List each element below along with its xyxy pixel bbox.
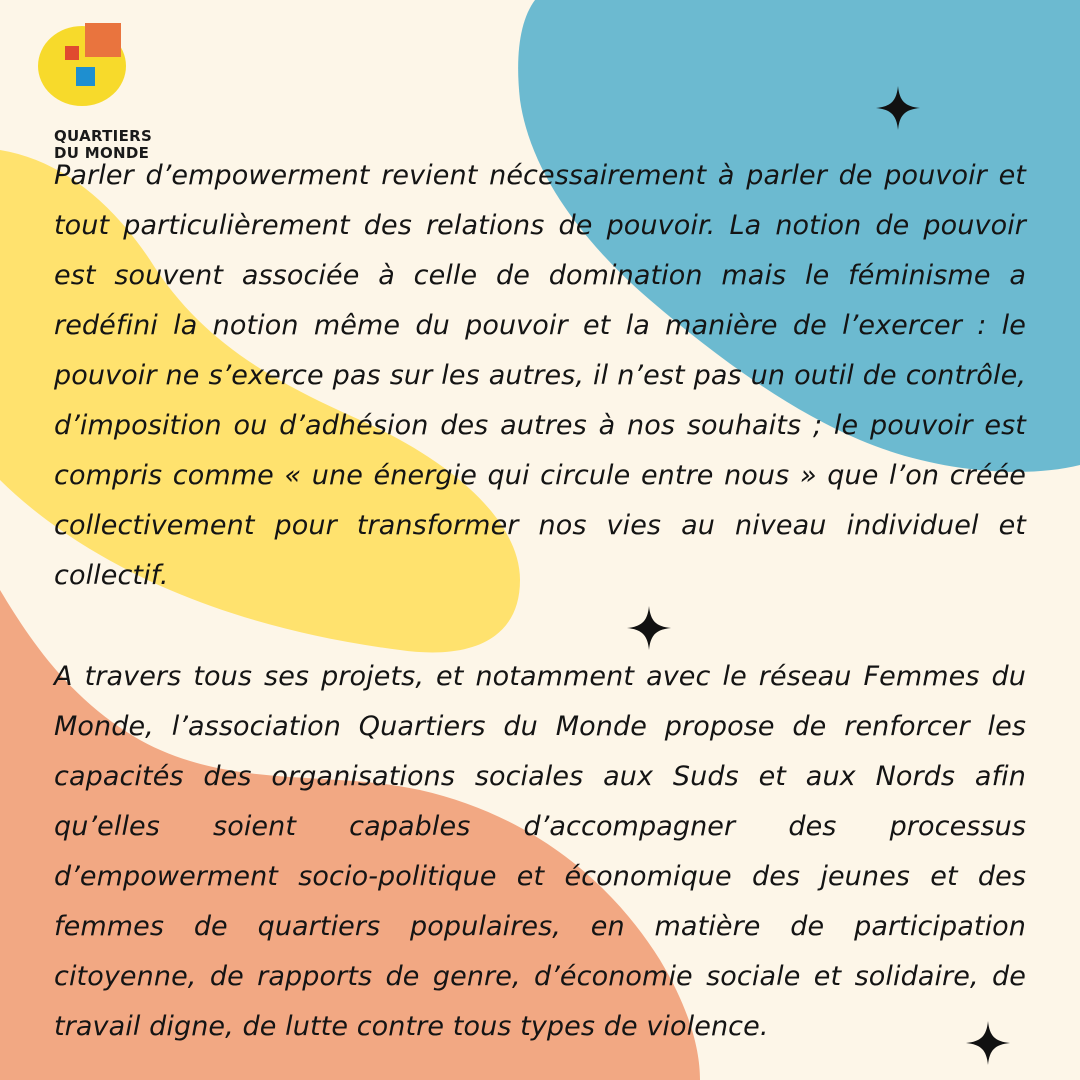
quartiers-du-monde-logo xyxy=(36,20,153,162)
paragraph-empowerment: Parler d’empowerment revient nécessairement à parler de pouvoir et tout particulièrement des relations de pouvoir. La notion de pouvoir est souvent associée à celle de domination mais le féminisme a redéfini la notion même du pouvoir et la manière de l’exercer : le pouvoir ne s’exerce pas sur les autres, il n’est pas un outil de contrôle, d’imposition ou d’adhésion des autres à nos souhaits ; le pouvoir est compris comme « une énergie qui circule entre nous » que l’on créée collectivement pour transformer nos vies au niveau individuel et collectif. xyxy=(54,160,1026,591)
logo-mark-icon xyxy=(36,20,136,110)
paragraph-projects: A travers tous ses projets, et notamment avec le réseau Femmes du Monde, l’association Quartiers du Monde propose de renforcer les capacités des organisations sociales aux Suds et aux Nords afin qu’elles soient capables d’accompagner des processus d’empowerment socio-politique et économique des jeunes et des femmes de quartiers populaires, en matière de participation citoyenne, de rapports de genre, d’économie sociale et solidaire, de travail digne, de lutte contre tous types de violence. xyxy=(54,661,1026,1042)
logo-red-square xyxy=(65,46,79,60)
logo-orange-square xyxy=(85,23,121,57)
logo-text-line1: QUARTIERS xyxy=(54,127,153,145)
logo-text-line2: DU MONDE xyxy=(54,144,150,162)
logo-blue-square xyxy=(76,67,95,86)
sparkle-star-icon xyxy=(627,606,671,650)
sparkle-star-icon xyxy=(876,86,920,130)
